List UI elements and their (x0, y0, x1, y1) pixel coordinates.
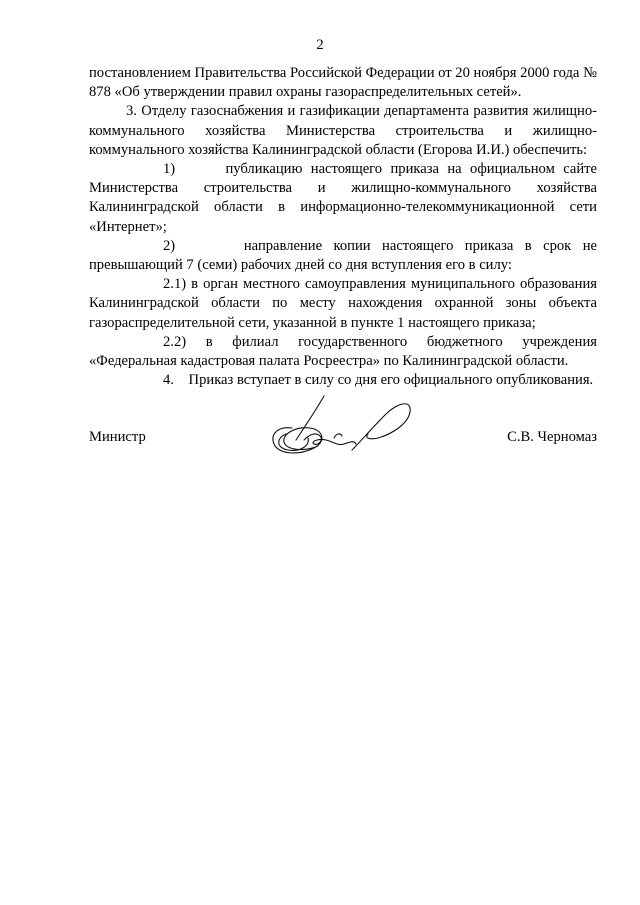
list-item-text: в орган местного самоуправления муниципального образования Калининградской области по месту нахождения охранной зоны объекта газораспределительной сети, указанной в пункте 1 настоящего приказа; (89, 276, 597, 331)
list-item-text: в филиал государственного бюджетного учреждения «Федеральная кадастровая палата Росреестра» по Калининградской области. (89, 333, 597, 370)
paragraph-legal-reference: постановлением Правительства Российской Федерации от 20 ноября 2000 года № 878 «Об утверждении правил охраны газораспределительных сетей». (89, 65, 597, 101)
list-item-number: 2.1) (163, 276, 187, 293)
list-item-2-2 (89, 333, 597, 371)
list-item-number: 1) (163, 161, 176, 178)
signature-block (89, 428, 597, 448)
document-body (89, 64, 597, 390)
list-item-number: 2) (163, 237, 176, 254)
list-item-1 (89, 160, 597, 237)
list-item-text: направление копии настоящего приказа в срок не превышающий 7 (семи) рабочих дней со дня вступления его в силу: (89, 237, 597, 274)
list-item-number: 4. (163, 372, 174, 389)
list-item-2-1 (89, 275, 597, 333)
list-item-text: публикацию настоящего приказа на официальном сайте Министерства строительства и жилищно-коммунального хозяйства Калининградской области в информационно-телекоммуникационной сети «Интернет»; (89, 161, 597, 235)
paragraph-item-3: 3. Отделу газоснабжения и газификации департамента развития жилищно-коммунального хозяйства Министерства строительства и жилищно-коммунального хозяйства Калининградской области (Егорова И.И.) обеспечить: (89, 103, 597, 158)
list-item-2 (89, 237, 597, 275)
list-item-text: Приказ вступает в силу со дня его официального опубликования. (188, 372, 594, 389)
page-number: 2 (316, 37, 324, 53)
list-item-number: 2.2) (163, 333, 187, 350)
signer-name: С.В. Черномаз (507, 429, 597, 445)
signer-position: Министр (89, 429, 146, 445)
